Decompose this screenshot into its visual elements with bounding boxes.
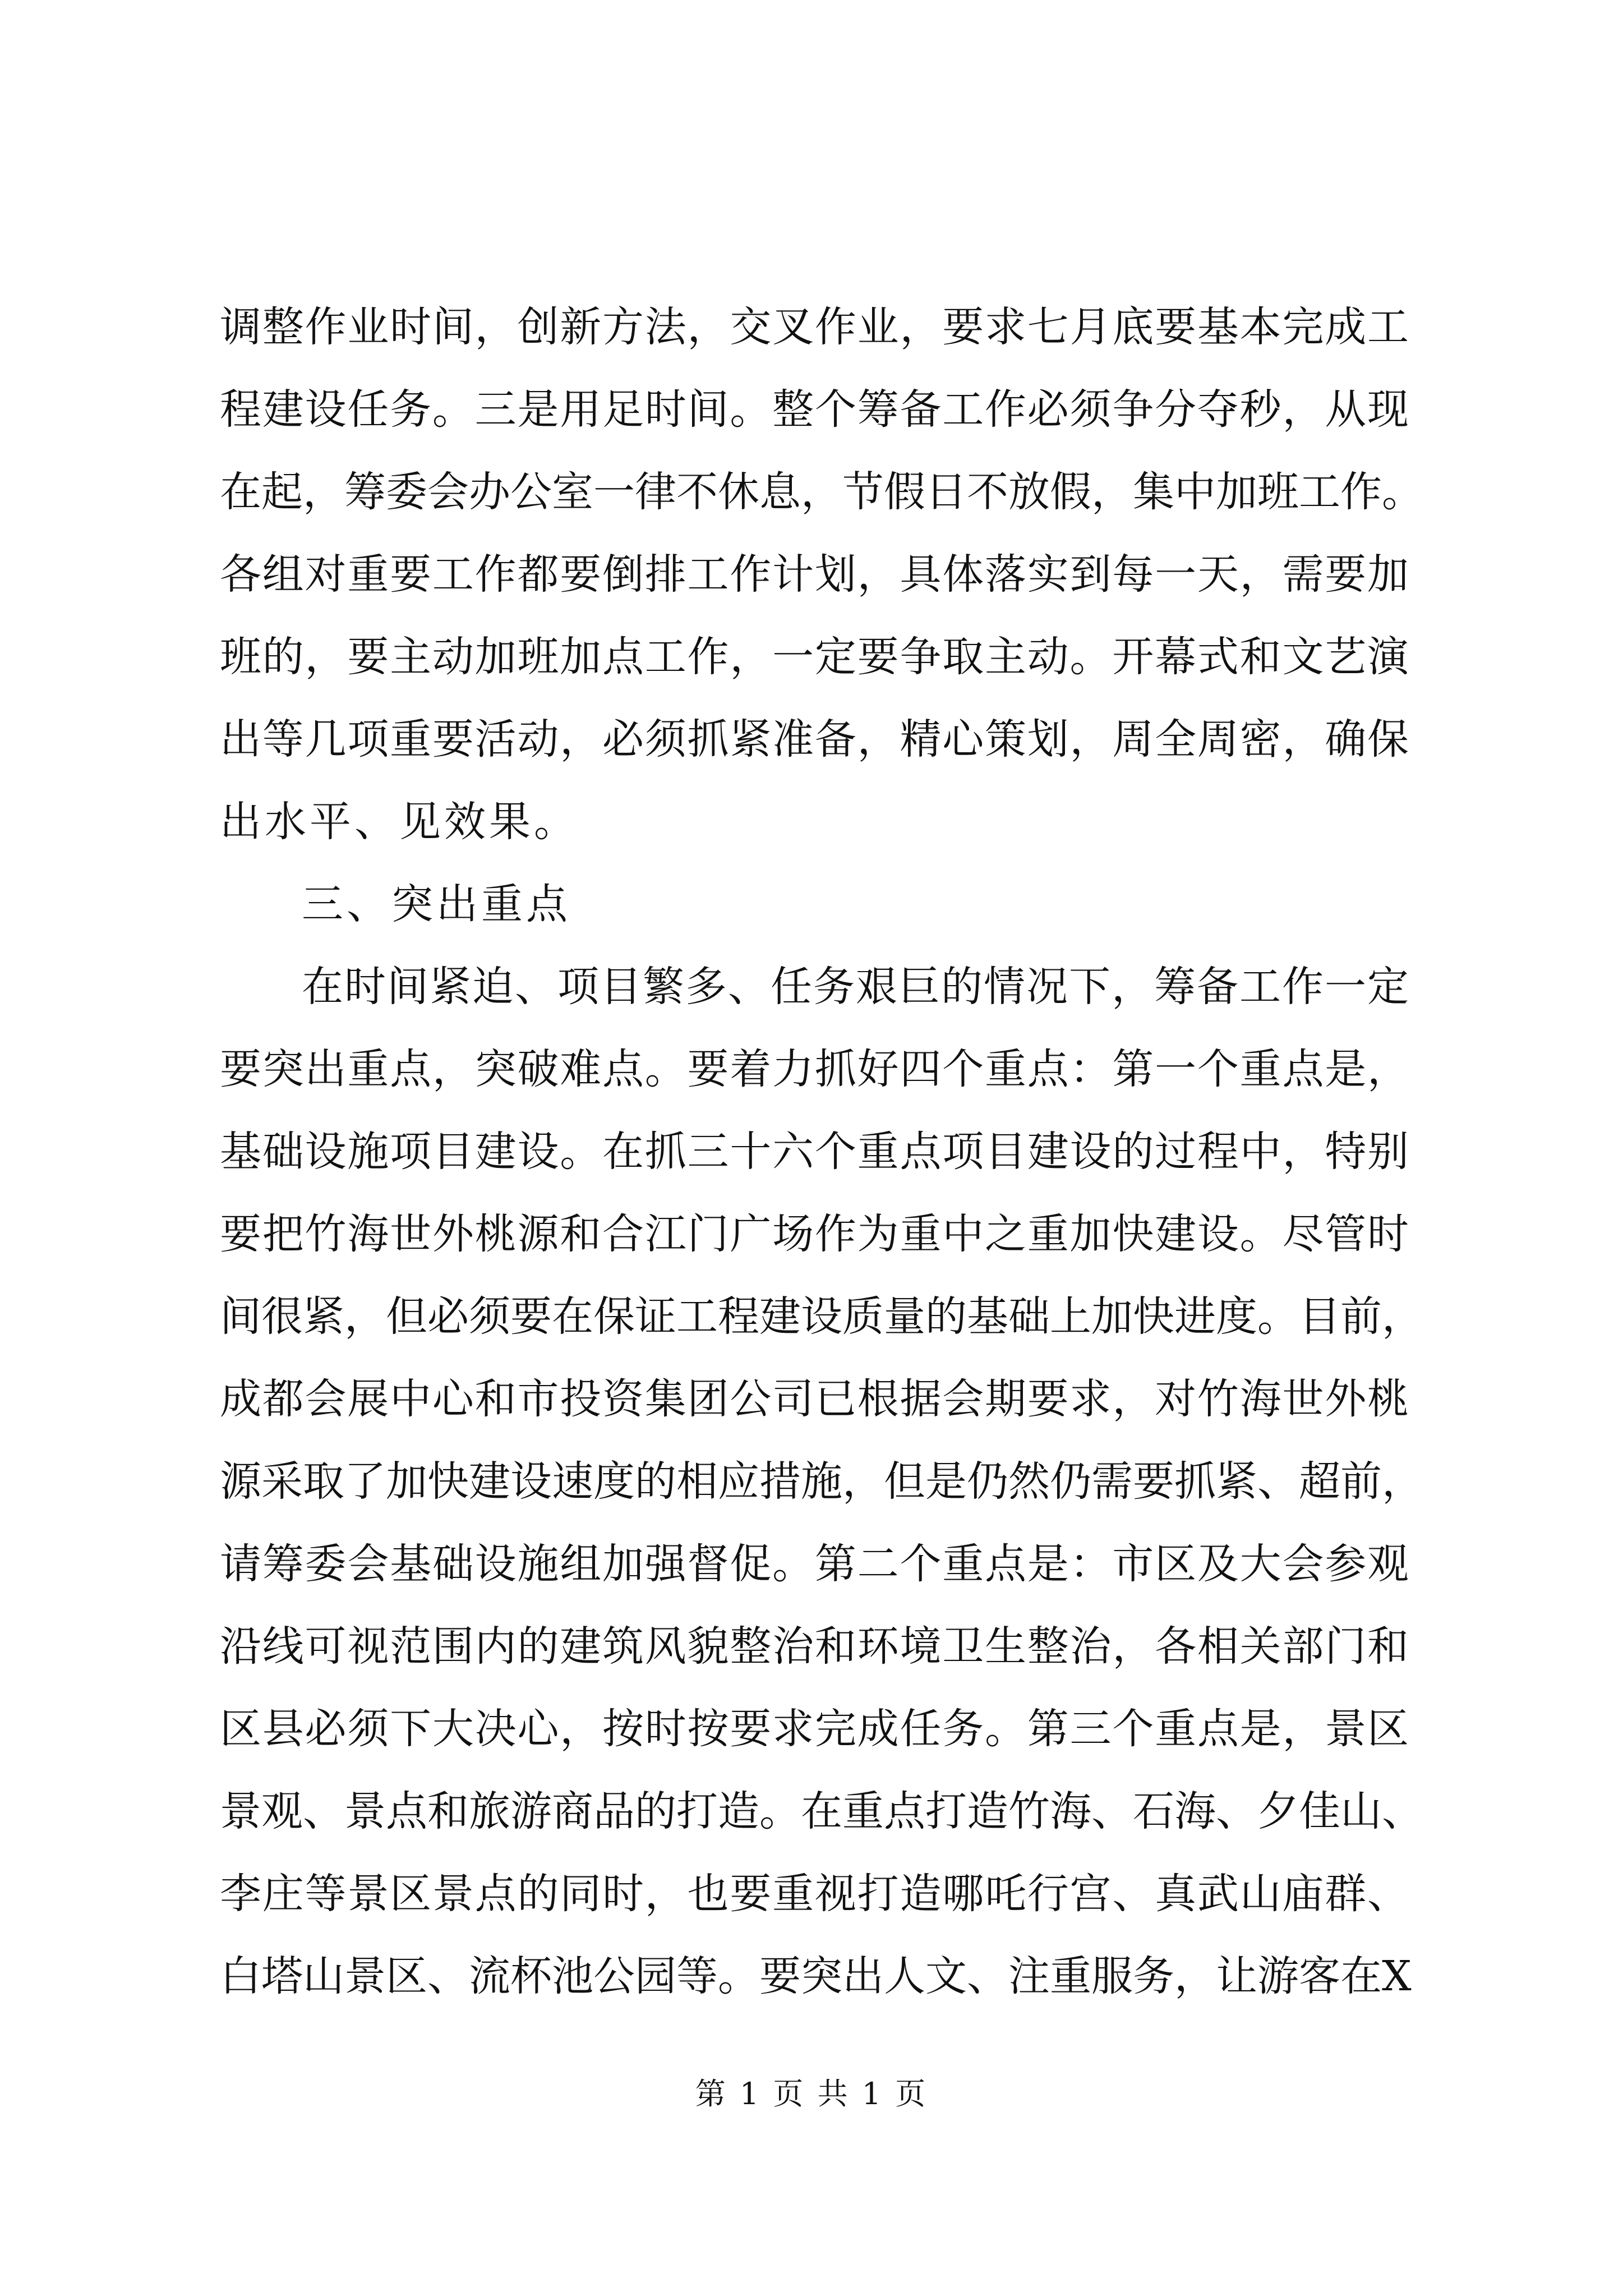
section-heading: 三、突出重点 bbox=[302, 880, 571, 928]
paragraph-line: 要突出重点，突破难点。要着力抓好四个重点：第一个重点是， bbox=[220, 1045, 1409, 1093]
paragraph-line: 调整作业时间，创新方法，交叉作业，要求七月底要基本完成工 bbox=[220, 303, 1409, 351]
paragraph-line: 班的，要主动加班加点工作，一定要争取主动。开幕式和文艺演 bbox=[220, 633, 1409, 681]
paragraph-line: 出等几项重要活动，必须抓紧准备，精心策划，周全周密，确保 bbox=[220, 715, 1409, 763]
paragraph-line: 间很紧，但必须要在保证工程建设质量的基础上加快进度。目前， bbox=[220, 1292, 1423, 1341]
paragraph-line: 基础设施项目建设。在抓三十六个重点项目建设的过程中，特别 bbox=[220, 1128, 1409, 1176]
paragraph-line: 沿线可视范围内的建筑风貌整治和环境卫生整治，各相关部门和 bbox=[220, 1622, 1409, 1671]
paragraph-line: 景观、景点和旅游商品的打造。在重点打造竹海、石海、夕佳山、 bbox=[220, 1787, 1423, 1835]
paragraph-line: 李庄等景区景点的同时，也要重视打造哪吒行宫、真武山庙群、 bbox=[220, 1870, 1409, 1918]
paragraph-line: 请筹委会基础设施组加强督促。第二个重点是：市区及大会参观 bbox=[220, 1540, 1409, 1588]
paragraph-line: 出水平、见效果。 bbox=[220, 798, 579, 846]
paragraph-line: 成都会展中心和市投资集团公司已根据会期要求，对竹海世外桃 bbox=[220, 1375, 1409, 1423]
paragraph-line: 要把竹海世外桃源和合江门广场作为重中之重加快建设。尽管时 bbox=[220, 1210, 1409, 1258]
page-number-footer: 第 1 页 共 1 页 bbox=[695, 2076, 928, 2111]
paragraph-line: 白塔山景区、流杯池公园等。要突出人文、注重服务，让游客在X bbox=[220, 1952, 1412, 2000]
paragraph-line: 程建设任务。三是用足时间。整个筹备工作必须争分夺秒，从现 bbox=[220, 385, 1409, 434]
paragraph-line: 区县必须下大决心，按时按要求完成任务。第三个重点是，景区 bbox=[220, 1705, 1409, 1753]
document-body bbox=[220, 286, 1423, 2018]
paragraph-line: 源采取了加快建设速度的相应措施，但是仍然仍需要抓紧、超前， bbox=[220, 1457, 1423, 1506]
paragraph-line: 各组对重要工作都要倒排工作计划，具体落实到每一天，需要加 bbox=[220, 550, 1409, 599]
paragraph-line: 在起，筹委会办公室一律不休息，节假日不放假，集中加班工作。 bbox=[220, 468, 1423, 516]
paragraph-line: 在时间紧迫、项目繁多、任务艰巨的情况下，筹备工作一定 bbox=[302, 963, 1409, 1011]
